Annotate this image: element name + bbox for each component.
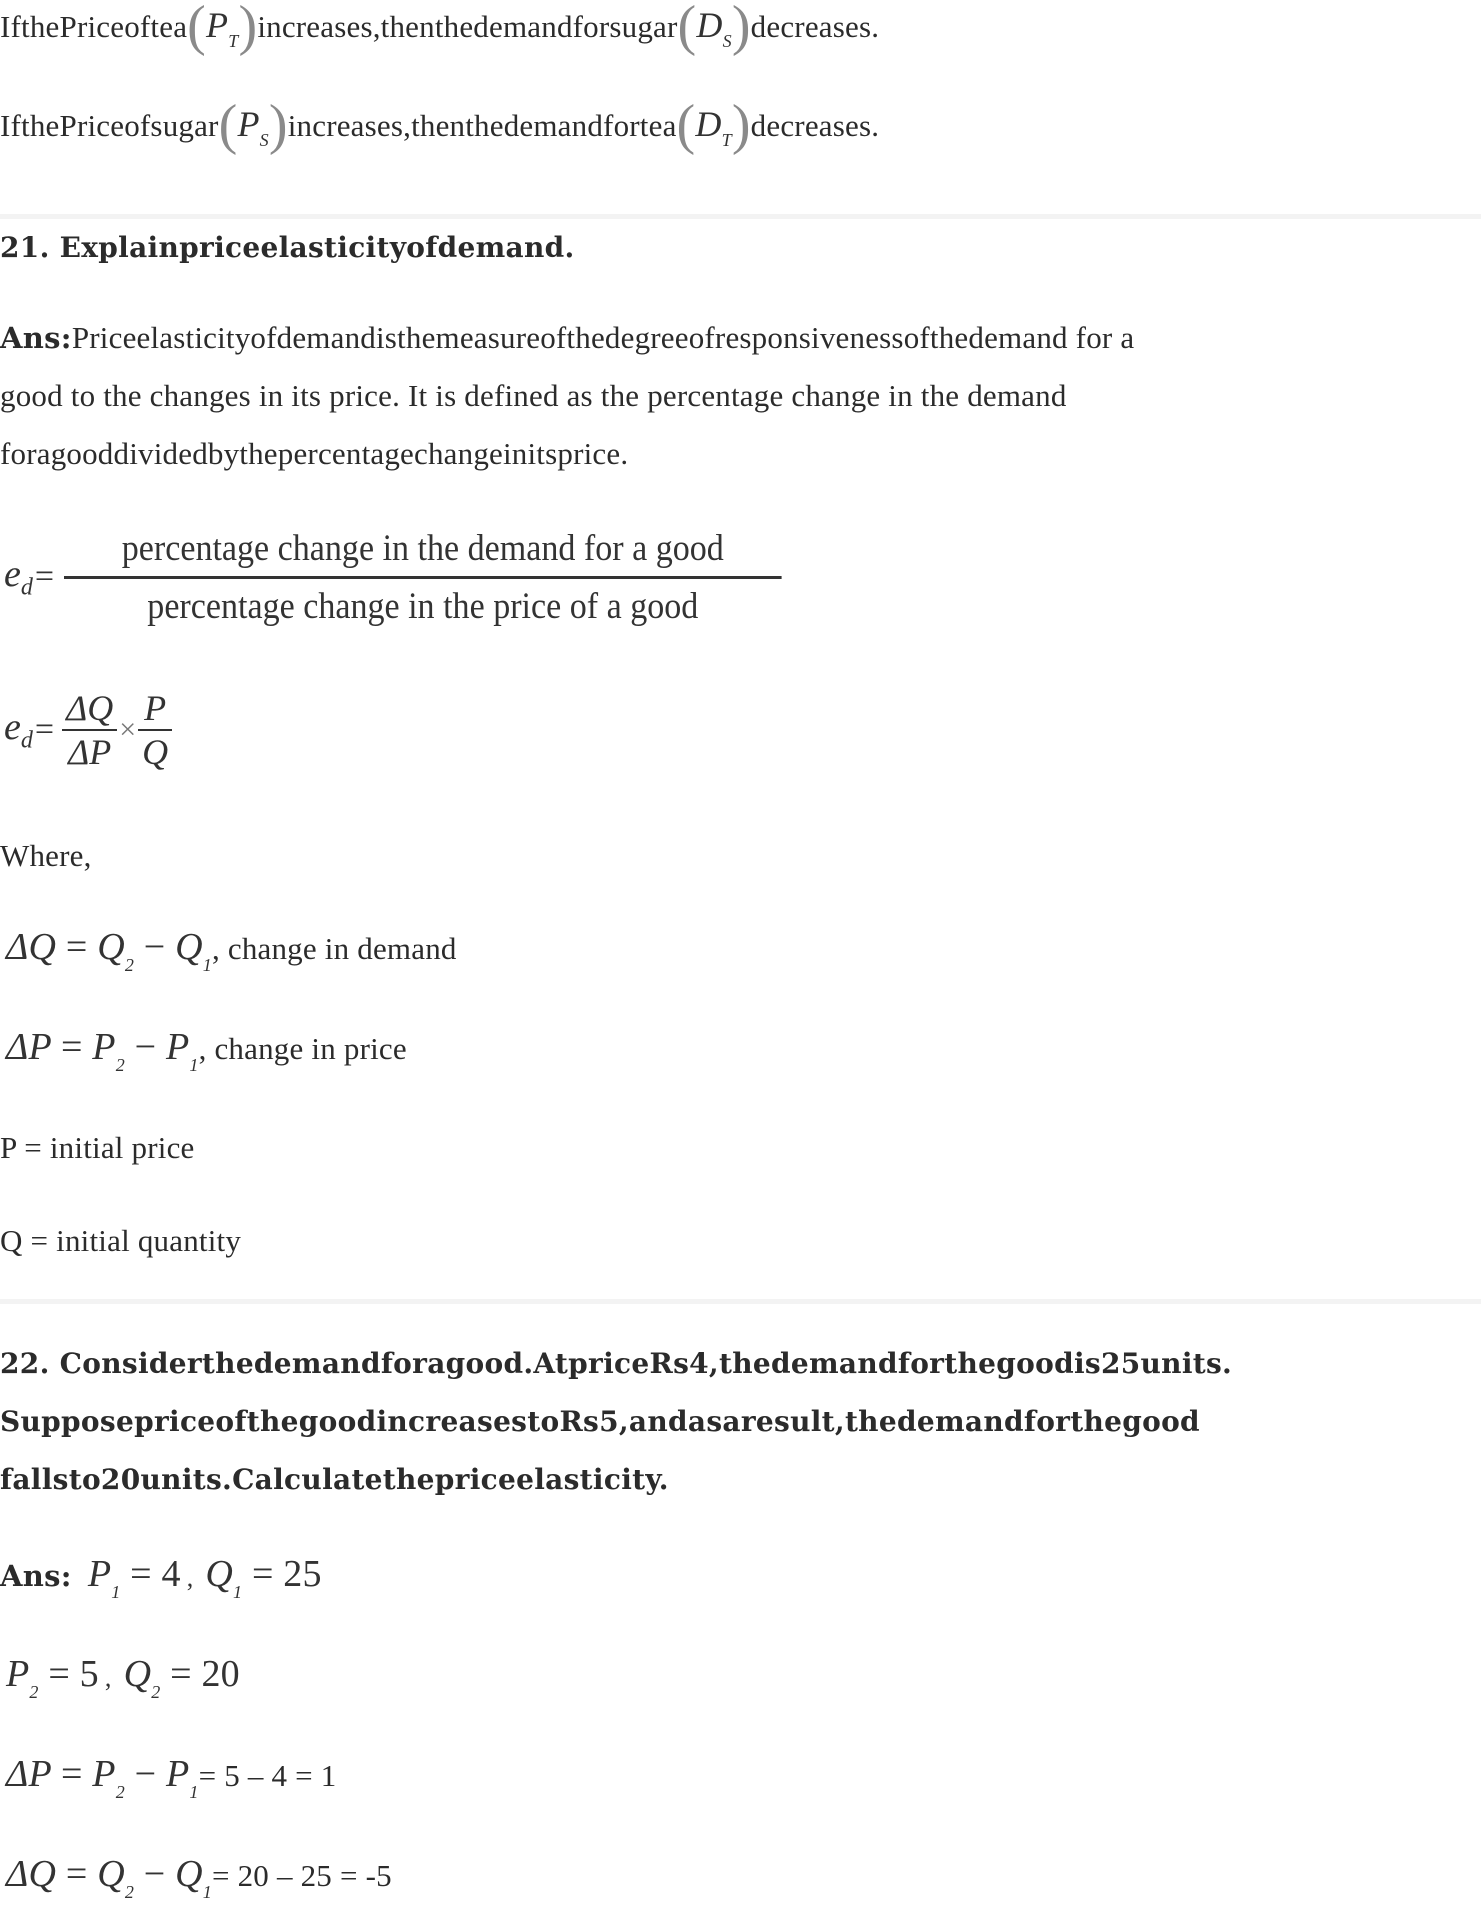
fraction-denominator: Q: [142, 732, 169, 772]
section-divider: [0, 1299, 1481, 1304]
symbol-price-tea: [206, 5, 239, 51]
section-divider: [0, 214, 1481, 219]
initial-values-expression: [87, 1553, 322, 1602]
p-over-q: [138, 687, 172, 773]
definition-text: , change in demand: [211, 931, 457, 966]
math-lhs: ΔQ: [6, 1853, 57, 1895]
math-subscript: 2: [115, 1055, 125, 1075]
fraction-numerator: P: [144, 688, 167, 728]
fraction-denominator: percentage change in the price of a good: [147, 585, 699, 627]
math-subscript: 2: [151, 1682, 161, 1702]
intro-line-sugar: [0, 93, 880, 156]
math-subscript: 1: [202, 1882, 212, 1902]
paren-open: (: [218, 93, 238, 156]
math-subscript: 1: [189, 1055, 199, 1075]
math-term: P: [92, 1753, 116, 1795]
minus-sign: −: [143, 926, 166, 968]
math-value: = 20: [170, 1653, 240, 1695]
answer-text: Priceelasticityofdemandisthemeasureofthedegreeofresponsivenessofthedemand for a: [71, 320, 1135, 355]
equals-sign: =: [65, 1853, 88, 1895]
math-subscript: 1: [202, 955, 212, 975]
paren-close: ): [238, 0, 258, 57]
math-term: Q: [175, 1853, 203, 1895]
fraction-numerator: ΔQ: [66, 688, 114, 728]
math-value: = 25: [251, 1553, 322, 1595]
definition-text: , change in price: [198, 1031, 407, 1066]
math-subscript: 1: [233, 1582, 243, 1602]
q21-answer-line-2: good to the changes in its price. It is defined as the percentage change in the demand: [0, 378, 1067, 413]
symbol-demand-sugar: [696, 5, 732, 51]
math-result: = 20 – 25 = -5: [211, 1858, 392, 1893]
intro-text-middle: increases,thenthedemandforsugar: [257, 9, 678, 44]
minus-sign: −: [134, 1753, 157, 1795]
symbol-letter: P: [206, 5, 229, 45]
delta-q-expression: [6, 926, 212, 975]
math-value: = 4: [130, 1553, 181, 1595]
symbol-letter: D: [696, 5, 723, 45]
elasticity-formula-symbolic: [4, 672, 172, 788]
math-result: = 5 – 4 = 1: [198, 1758, 337, 1793]
paren-open: (: [187, 0, 207, 57]
elasticity-formula-verbal: [4, 518, 844, 636]
math-term: P: [165, 1753, 190, 1795]
minus-sign: −: [134, 1026, 157, 1068]
elasticity-symbol: [4, 552, 33, 602]
q22-step-delta-p: [6, 1748, 337, 1806]
symbol-demand-tea: [695, 104, 732, 150]
math-term: Q: [123, 1653, 152, 1695]
math-term: P: [165, 1026, 190, 1068]
equals-sign: =: [34, 711, 55, 748]
equals-sign: =: [60, 1026, 83, 1068]
intro-text-before: IfthePriceoftea: [0, 9, 188, 44]
math-term: Q: [175, 926, 203, 968]
question-22-line-1: 22. Considerthedemandforagood.AtpriceRs4,thedemandforthegoodis25units.: [0, 1347, 1233, 1380]
q22-step-initial-values: [0, 1548, 322, 1606]
definition-p: P = initial price: [0, 1130, 195, 1165]
symbol-subscript: S: [259, 130, 269, 150]
q22-step-new-values: [6, 1648, 240, 1706]
math-lhs: ΔQ: [6, 926, 57, 968]
equals-sign: =: [65, 926, 88, 968]
math-lhs: ΔP: [6, 1026, 52, 1068]
minus-sign: −: [143, 1853, 166, 1895]
paren-close: ): [731, 93, 751, 156]
math-term: P: [92, 1026, 116, 1068]
verbal-fraction: [64, 527, 782, 628]
answer-label: Ans:: [0, 1559, 72, 1593]
math-subscript: 1: [189, 1782, 199, 1802]
delta-q-expression: [6, 1853, 212, 1902]
equals-sign: =: [34, 558, 55, 595]
symbol-subscript: d: [20, 727, 33, 754]
symbol-subscript: d: [20, 574, 33, 601]
intro-text-middle: increases,thenthedemandfortea: [287, 108, 677, 143]
equals-sign: =: [60, 1753, 83, 1795]
definition-delta-p: [6, 1022, 407, 1078]
math-lhs: ΔP: [6, 1753, 52, 1795]
symbol-letter: D: [695, 104, 722, 144]
q21-answer-line-1: [0, 318, 1134, 358]
question-22-line-2: SupposepriceofthegoodincreasestoRs5,andasaresult,thedemandforthegood: [0, 1405, 1200, 1438]
fraction-denominator: ΔP: [68, 732, 112, 772]
delta-p-expression: [6, 1753, 199, 1802]
q22-step-delta-q: [6, 1848, 392, 1906]
math-subscript: 2: [115, 1782, 125, 1802]
comma: ,: [186, 1563, 194, 1592]
symbol-subscript: T: [721, 130, 732, 150]
question-21-heading: 21. Explainpriceelasticityofdemand.: [0, 231, 575, 264]
times-sign: ×: [119, 713, 137, 746]
q21-answer-line-3: foragooddividedbythepercentagechangeinitsprice.: [0, 436, 629, 471]
definition-delta-q: [6, 922, 457, 978]
intro-line-tea: [0, 0, 880, 57]
math-subscript: 2: [29, 1682, 39, 1702]
math-subscript: 1: [111, 1582, 121, 1602]
paren-close: ): [731, 0, 751, 57]
paren-close: ): [268, 93, 288, 156]
math-term: Q: [97, 1853, 125, 1895]
symbol-letter: P: [237, 104, 260, 144]
math-term: Q: [97, 926, 125, 968]
math-term: P: [87, 1553, 112, 1595]
paren-open: (: [676, 93, 696, 156]
math-term: P: [6, 1653, 30, 1695]
elasticity-symbol: [4, 705, 33, 755]
math-subscript: 2: [124, 1882, 135, 1902]
intro-text-after: decreases.: [750, 9, 880, 44]
new-values-expression: [6, 1653, 240, 1702]
math-value: = 5: [48, 1653, 99, 1695]
paren-open: (: [677, 0, 697, 57]
definition-q: Q = initial quantity: [0, 1223, 242, 1258]
where-label: Where,: [0, 838, 92, 873]
math-term: Q: [205, 1553, 234, 1595]
math-subscript: 2: [124, 955, 135, 975]
symbol-price-sugar: [237, 104, 269, 150]
symbol-subscript: T: [228, 31, 239, 51]
answer-label: Ans:: [0, 321, 72, 355]
symbol-subscript: S: [722, 31, 732, 51]
delta-q-over-delta-p: [62, 687, 117, 773]
comma: ,: [104, 1663, 112, 1692]
intro-text-before: IfthePriceofsugar: [0, 108, 219, 143]
delta-p-expression: [6, 1026, 199, 1075]
fraction-numerator: percentage change in the demand for a good: [121, 527, 724, 569]
symbol-letter: e: [4, 706, 21, 749]
intro-text-after: decreases.: [750, 108, 880, 143]
question-22-line-3: fallsto20units.Calculatethepriceelasticity.: [0, 1463, 669, 1496]
symbol-letter: e: [4, 553, 21, 596]
